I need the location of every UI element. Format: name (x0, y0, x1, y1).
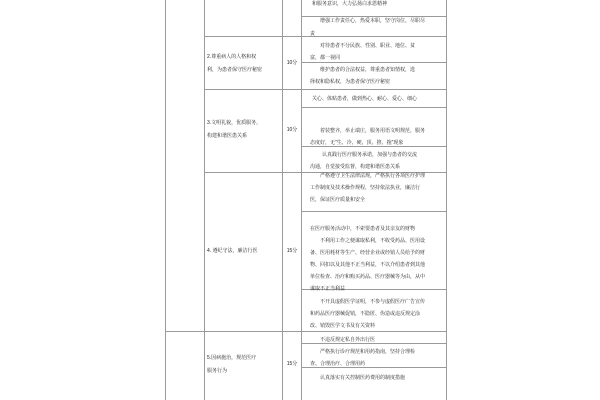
detail-text: 增强工作责任心，热爱本职，坚守岗位，尽职尽 (320, 18, 426, 24)
detail-text: 和服务意识，大力弘扬白求恩精神 (312, 1, 388, 7)
detail-text: 改、销毁医学文书及有关资料 (310, 323, 376, 329)
detail-text: 物、回扣以及其他不正当利益，不以介绍患者到其他 (310, 262, 426, 268)
detail-text: 备、医用耗材等生产、经营企业或经销人员给予的财 (310, 250, 426, 256)
detail-text: 态度好，无“生、冷、硬、顶、推、拖”现象 (310, 140, 404, 146)
detail-text: 不利用工作之便谋取私利，不收受药品、医用设 (320, 238, 426, 244)
score-value: 15分 (286, 361, 298, 367)
score-value: 10分 (286, 127, 298, 133)
score-value: 15分 (286, 248, 298, 254)
detail-text: 对待患者不分民族、性别、职业、地位、贫 (320, 43, 416, 49)
detail-text: 认真践行医疗服务承诺，加强与患者的交流 (322, 152, 418, 158)
detail-text: 着装整齐，举止端庄，服务用语文明规范，服务 (320, 128, 426, 134)
detail-text: 单位检查、治疗和购买药品、医疗器械等为由，从中 (310, 274, 426, 280)
detail-text: 关心、体贴患者，做到热心、耐心、爱心、细心 (312, 96, 418, 102)
detail-text: 医，保证医疗质量和安全 (310, 197, 366, 203)
detail-text: 谋取不正当利益 (310, 286, 346, 292)
detail-text: 严格遵守卫生法律法规，严格执行各项医疗护理 (320, 173, 426, 179)
detail-text: 择权和隐私权，为患者保守医疗秘密 (310, 79, 391, 85)
item-label: 3.文明礼貌，优质服务， 构建和谐医患关系 (207, 120, 262, 139)
detail-text: 工作制度及技术操作规程，坚持依法执业，廉洁行 (310, 185, 421, 191)
detail-text: 责 (310, 31, 316, 37)
detail-text: 不违反规定私自外出行医 (320, 337, 376, 343)
detail-text: 在医疗服务活动中，不索要患者及其亲友的财物 (310, 226, 416, 232)
detail-text: 认真落实有关控制医药费用的制度措施 (320, 375, 406, 381)
detail-text: 严格执行诊疗规范和用药指南，坚持合理检 (320, 349, 416, 355)
detail-text: 和药品医疗器械促销，不隐匿、伪造或违反规定涂 (310, 311, 421, 317)
detail-text: 维护患者的合法权益，尊重患者知情权，选 (320, 67, 416, 73)
item-label: 5.因病施治，规范医疗 服务行为 (207, 355, 257, 374)
detail-text: 沟通，自觉接受监督，构建和谐医患关系 (310, 164, 401, 170)
score-value: 10分 (286, 60, 298, 66)
item-label: 2.尊重病人的人格和权 利，为患者保守医疗秘密 (207, 54, 263, 73)
detail-text: 查、合理治疗、合理用药 (310, 361, 366, 367)
detail-text: 不开具虚假医学证明，不参与虚假医疗广告宣传 (320, 299, 426, 305)
item-label: 4. 遵纪守法，廉洁行医 (207, 248, 258, 254)
detail-text: 富，都一视同 (310, 55, 341, 61)
